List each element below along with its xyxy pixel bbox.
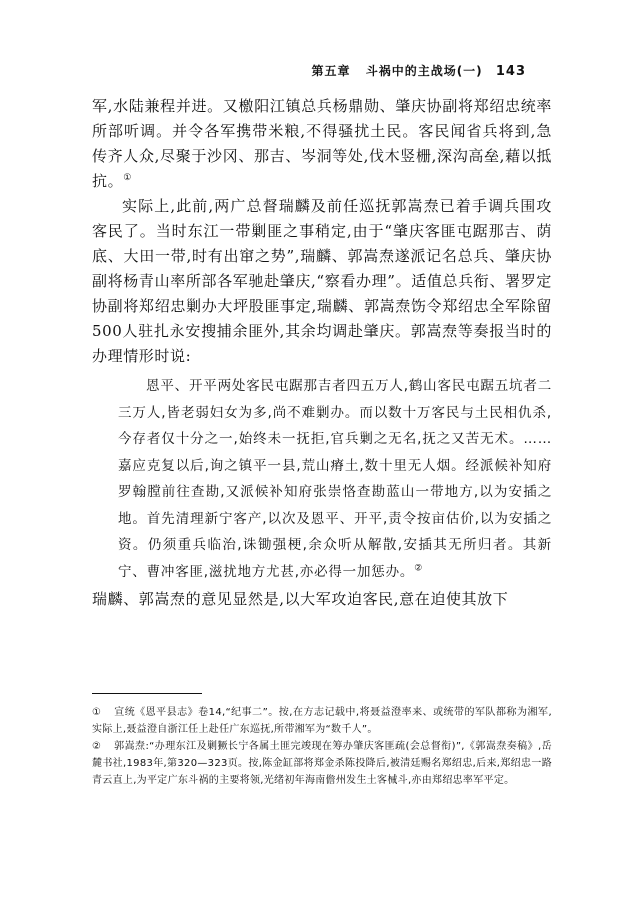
paragraph-3: 瑞麟、郭嵩焘的意见显然是,以大军攻迫客民,意在迫使其放下 xyxy=(92,590,509,608)
chapter-title: 斗祸中的主战场(一) xyxy=(365,64,483,78)
footnote-ref-2: ② xyxy=(414,563,424,573)
footnote-1-mark: ① xyxy=(92,707,102,718)
page-number: 143 xyxy=(495,64,526,79)
main-text xyxy=(92,94,552,612)
footnotes xyxy=(92,704,552,789)
footnote-ref-1: ① xyxy=(123,173,132,183)
block-quote xyxy=(92,373,552,585)
paragraph-2: 实际上,此前,两广总督瑞麟及前任巡抚郭嵩焘已着手调兵围攻客民了。当时东江一带剿匪之事稍定,由于“肇庆客匪屯踞那吉、荫底、大田一带,时有出窜之势”,瑞麟、郭嵩焘遂派记名总兵、肇庆协副将杨青山率所部各军驰赴肇庆,“察看办理”。适值总兵衔、署罗定协副将郑绍忠剿办大坪股匪事定,瑞麟、郭嵩焘饬令郑绍忠全军除留500人驻扎永安搜捕余匪外,其余均调赴肇庆。郭嵩焘等奏报当时的办理情形时说: xyxy=(92,197,552,365)
paragraph-1 xyxy=(92,94,552,194)
footnote-rule xyxy=(92,693,202,694)
footnote-1-text: 宣统《恩平县志》卷14,“纪事二”。按,在方志记载中,将聂益澄率来、或统带的军队都称为湘军,实际上,聂益澄自浙江任上赴任广东巡抚,所带湘军为“数千人”。 xyxy=(92,707,552,735)
chapter-label: 第五章 xyxy=(311,64,351,78)
footnote-2 xyxy=(92,738,552,789)
footnote-2-mark: ② xyxy=(92,741,102,752)
paragraph-1-text: 军,水陆兼程并进。又檄阳江镇总兵杨鼎勋、肇庆协副将郑绍忠统率所部听调。并令各军携带米粮,不得骚扰土民。客民闻省兵将到,急传齐人众,尽聚于沙冈、那吉、岑洞等处,伐木竖栅,深沟高垒,藉以抵抗。 xyxy=(92,97,552,190)
running-header xyxy=(311,62,526,79)
block-quote-text: 恩平、开平两处客民屯踞那吉者四五万人,鹤山客民屯踞五坑者二三万人,皆老弱妇女为多,尚不难剿办。而以数十万客民与土民相仇杀,今存者仅十分之一,始终未一抚拒,官兵剿之无名,抚之又苦无术。……嘉应克复以后,询之镇平一县,荒山瘠土,数十里无人烟。经派候补知府罗翰膛前往查勘,又派候补知府张崇恪查勘蓝山一带地方,以为安插之地。首先清理新宁客产,以次及恩平、开平,责令按亩估价,以为安插之资。仍须重兵临治,诛锄强梗,余众听从解散,安插其无所归者。其新宁、曹冲客匪,滋扰地方尤甚,亦必得一加惩办。 xyxy=(118,378,552,580)
footnote-2-text: 郭嵩焘:“办理东江及剿獗长宁各属土匪完竣现在筹办肇庆客匪疏(会总督衔)”,《郭嵩焘奏稿》,岳麓书社,1983年,第320—323页。按,陈金缸部将郑金杀陈投降后,被清廷赐名郑绍忠,后来,郑绍忠一路青云直上,为平定广东斗祸的主要将领,光绪初年海南儋州发生土客械斗,亦由郑绍忠率军平定。 xyxy=(92,741,552,786)
footnote-1 xyxy=(92,704,552,738)
